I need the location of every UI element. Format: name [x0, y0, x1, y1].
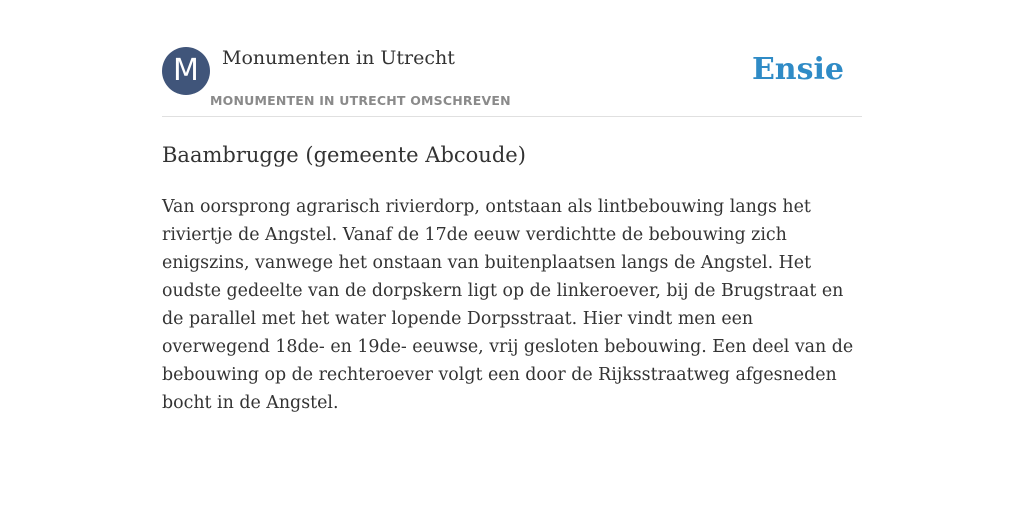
- brand-logo[interactable]: Ensie: [751, 52, 844, 87]
- collection-title[interactable]: Monumenten in Utrecht: [222, 47, 455, 69]
- collection-subtitle: MONUMENTEN IN UTRECHT OMSCHREVEN: [210, 93, 511, 108]
- article-heading: Baambrugge (gemeente Abcoude): [162, 143, 526, 167]
- avatar[interactable]: M: [162, 47, 210, 95]
- header: [162, 46, 862, 117]
- article-body: Van oorsprong agrarisch rivierdorp, ontstaan als lintbebouwing langs het riviertje de Angstel. Vanaf de 17de eeuw verdichtte de bebouwing zich enigszins, vanwege het onstaan van buitenplaatsen langs de Angstel. Het oudste gedeelte van de dorpskern ligt op de linkeroever, bij de Brugstraat en de parallel met het water lopende Dorpsstraat. Hier vindt men een overwegend 18de- en 19de- eeuwse, vrij gesloten bebouwing. Een deel van de bebouwing op de rechteroever volgt een door de Rijksstraatweg afgesneden bocht in de Angstel.: [162, 197, 854, 413]
